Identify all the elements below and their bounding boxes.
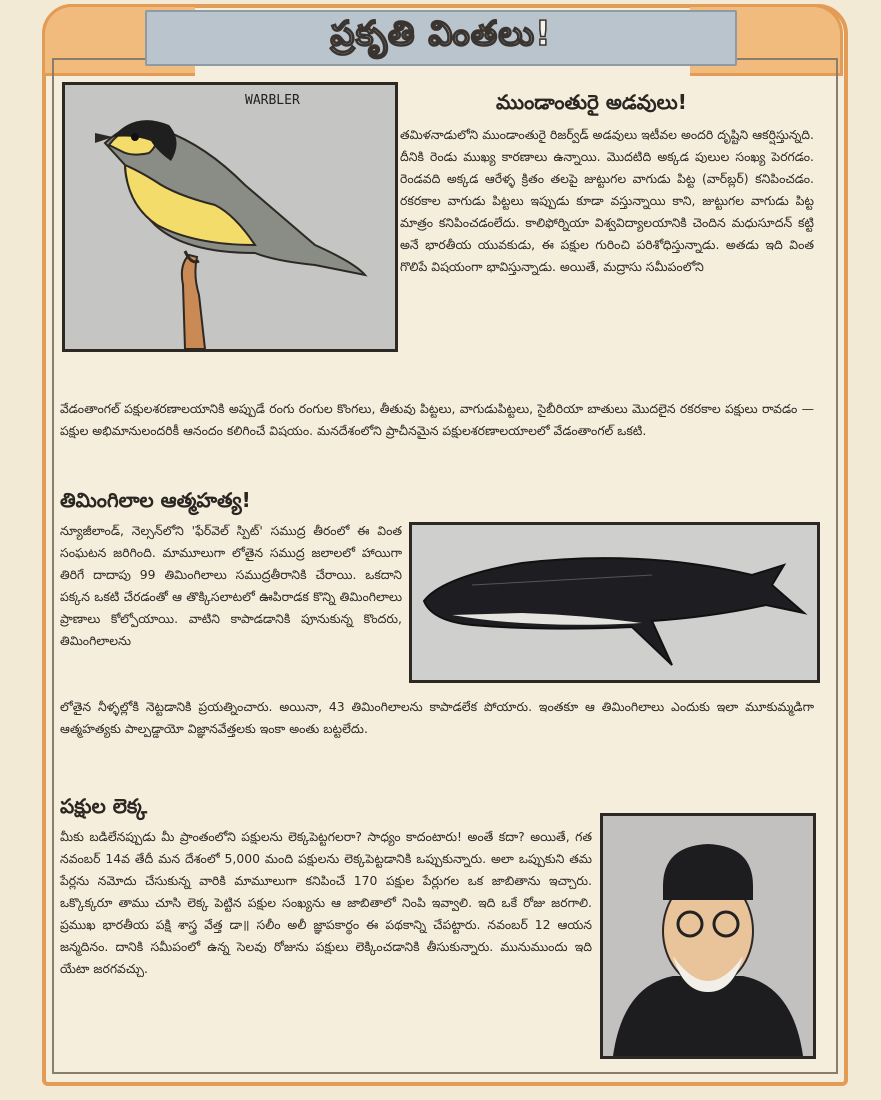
portrait-drawing bbox=[603, 816, 813, 1056]
portrait-illustration bbox=[600, 813, 816, 1059]
whale-drawing bbox=[412, 525, 817, 680]
warbler-label: WARBLER bbox=[245, 93, 300, 108]
section-body-bird-count: మీకు బడిలేనప్పుడు మీ ప్రాంతంలోని పక్షులను లెక్కపెట్టగలరా? సాధ్యం కాదంటారు! అంతే కదా? అయితే, గత నవంబర్ 14వ తేదీ మన దేశంలో 5,000 మంది పక్షులను లెక్కపెట్టడానికి ఒప్పుకున్నారు. అలా ఒప్పుకుని తమ పేర్లను నమోదు చేసుకున్న వారికి మామూలుగా కనిపించే 170 పక్షుల పేర్లుగల ఒక జాబితాను ఇచ్చారు. ఒక్కొక్కరూ తాము చూసి లెక్క పెట్టిన పక్షుల సంఖ్యను ఆ జాబితాలో నింపి ఇవ్వాలి. ఇది ఒకే రోజు జరగాలి. ప్రముఖ భారతీయ పక్షి శాస్త్ర వేత్త డా॥ సలీం అలీ జ్ఞాపకార్థం ఈ పథకాన్ని చేపట్టారు. నవంబర్ 12 ఆయన జన్మదినం. దానికి సమీపంలో ఉన్న సెలవు రోజును పక్షులు లెక్కించడానికి తీసుకున్నారు. మునుముందు ఇది యేటా జరగవచ్చు. bbox=[60, 829, 592, 976]
section-body-mundanthurai: తమిళనాడులోని ముండాంతురై రిజర్వ్‌డ్ అడవులు ఇటీవల అందరి దృష్టిని ఆకర్షిస్తున్నది. దీనికి రెండు ముఖ్య కారణాలు ఉన్నాయి. మొదటిది అక్కడ పులుల సంఖ్య పెరగడం. రెండవది అక్కడ ఆరేళ్ళ క్రితం తలపై జుట్టుగల వాగుడు పిట్ట (వార్‌బ్లర్) కనిపించడం. రకరకాల వాగుడు పిట్టలు ఇప్పుడు కూడా వస్తున్నాయి కాని, జుట్టుగల వాగుడు పిట్ట మాత్రం కనిపించడంలేదు. కాలిఫోర్నియా విశ్వవిద్యాలయానికి చెందిన మధుసూదన్ కట్టి అనే భారతీయ యువకుడు, ఈ పక్షుల గురించి పరిశోధిస్తున్నాడు. అతడు ఇది వింత గొలిపే విషయంగా భావిస్తున్నాడు. అయితే, మద్రాసు సమీపంలోని bbox=[400, 127, 814, 274]
section-heading-mundanthurai: ముండాంతురై అడవులు! bbox=[496, 90, 687, 114]
section-heading-whale-suicide: తిమింగిలాల ఆత్మహత్య! bbox=[60, 488, 251, 512]
warbler-illustration bbox=[62, 82, 398, 352]
title-banner bbox=[145, 10, 737, 66]
page-title: ప్రకృతి వింతలు! bbox=[330, 14, 552, 54]
whale-illustration bbox=[409, 522, 820, 683]
section-body-mundanthurai-cont: వేడంతాంగల్ పక్షులశరణాలయానికి అప్పుడే రంగు రంగుల కొంగలు, తీతువు పిట్టలు, వాగుడుపిట్టలు, సైబీరియా బాతులు మొదలైన రకరకాల పక్షులు రావడం — పక్షుల అభిమానులందరికీ ఆనందం కలిగించే విషయం. మనదేశంలోని ప్రాచీనమైన పక్షులశరణాలయాలలో వేడంతాంగల్ ఒకటి. bbox=[60, 401, 814, 438]
section-body-whale-suicide: న్యూజీలాండ్, నెల్సన్‌లోని 'ఫేర్‌వెల్ స్పిట్' సముద్ర తీరంలో ఈ వింత సంఘటన జరిగింది. మామూలుగా లోతైన సముద్ర జలాలలో హాయిగా తిరిగే దాదాపు 99 తిమింగిలాలు సముద్రతీరానికి చేరాయి. ఒకదాని పక్కన ఒకటి చేరడంతో ఆ తొక్కిసలాటలో ఊపిరాడక కొన్ని తిమింగిలాలు ప్రాణాలు కోల్పోయాయి. వాటిని కాపాడడానికి పూనుకున్న కొందరు, తిమింగిలాలను bbox=[60, 523, 402, 648]
section-body-whale-suicide-cont: లోతైన నీళ్ళల్లోకి నెట్టడానికి ప్రయత్నించారు. అయినా, 43 తిమింగిలాలను కాపాడలేక పోయారు. ఇంతకూ ఆ తిమింగిలాలు ఎందుకు ఇలా మూకుమ్మడిగా ఆత్మహత్యకు పాల్పడ్డాయో విజ్ఞానవేత్తలకు ఇంకా అంతు బట్టలేదు. bbox=[60, 699, 814, 736]
section-heading-bird-count: పక్షుల లెక్క bbox=[60, 794, 148, 818]
warbler-drawing bbox=[65, 85, 395, 349]
